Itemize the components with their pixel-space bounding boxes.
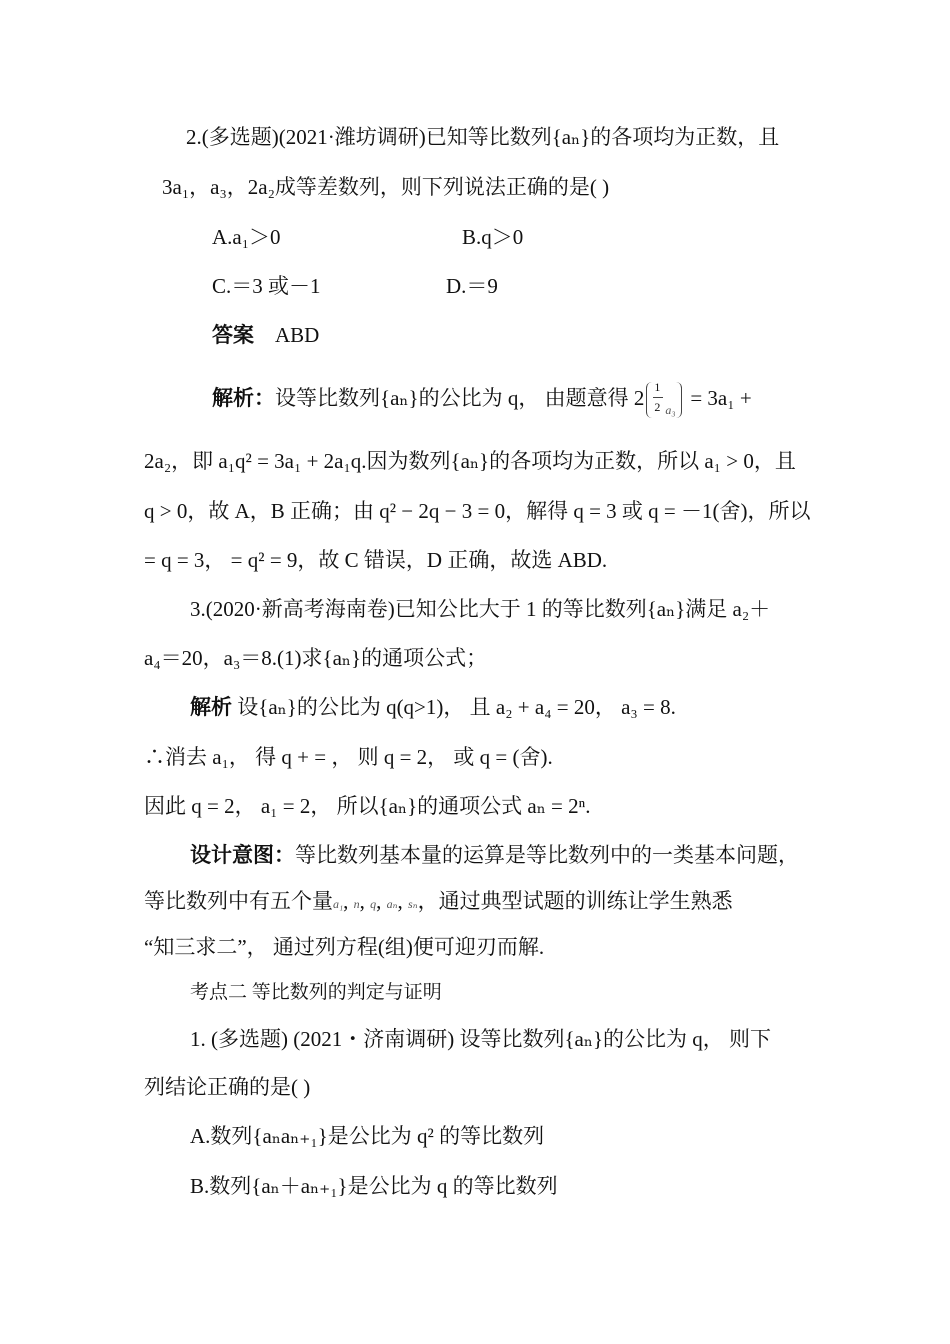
fraction-expression [644,380,684,420]
q3-analysis-text: 设{aₙ}的公比为 q(q>1)， 且 a₂ + a₄ = 20， a₃ = 8. [232,695,676,719]
q3-analysis-line1 [190,692,676,722]
q2-analysis-line2: 2a₂，即 a₁q² = 3a₁ + 2a₁q.因为数列{aₙ}的各项均为正数，所以 a₁ > 0，且 [144,449,796,473]
q2-line1: 2.(多选题)(2021·潍坊调研)已知等比数列{aₙ}的各项均为正数，且 [186,125,780,149]
q3-analysis-line2: ∴消去 a₁， 得 q + = ， 则 q = 2， 或 q = (舍). [144,745,553,769]
var-q: q [370,897,377,911]
q2-answer [212,320,319,350]
q2-option-b: B.q＞0 [462,225,524,249]
analysis-label: 解析： [212,386,275,410]
design-line1 [190,840,799,870]
q2-option-d: D.＝9 [446,274,498,298]
q1b-option-b: B.数列{aₙ＋aₙ₊₁}是公比为 q 的等比数列 [190,1174,558,1198]
q2-analysis-line3: q > 0，故 A，B 正确；由 q² − 2q − 3 = 0，解得 q = 3 或 q = －1(舍)，所以 [144,499,811,523]
design-line2: 等比数列中有五个量a₁, n, q, aₙ, sₙ，通过典型试题的训练让学生熟悉 [144,889,733,913]
fraction-denominator: 2 [654,400,661,415]
section-title: 考点二 等比数列的判定与证明 [190,982,442,1003]
var-an: aₙ [386,897,398,911]
fraction-numerator: 1 [654,380,661,395]
analysis-text-tail: = 3a₁ + [690,386,752,410]
analysis-text: 设等比数列{aₙ}的公比为 q， 由题意得 2 [275,386,645,410]
q2-option-c: C.＝3 或－1 [212,274,321,298]
q1b-line2: 列结论正确的是( ) [144,1075,311,1099]
design-text-b: ，通过典型试题的训练让学生熟悉 [417,889,733,913]
var-n: n [353,897,360,911]
q2-line2: 3a₁，a₃，2a₂成等差数列，则下列说法正确的是( ) [162,175,610,199]
fraction-variable: a₃ [665,403,676,418]
design-line3: “知三求二”， 通过列方程(组)便可迎刃而解. [144,935,545,959]
design-label: 设计意图： [190,843,295,867]
q3-analysis-label: 解析 [190,695,232,719]
q1b-line1: 1. (多选题) (2021・济南调研) 设等比数列{aₙ}的公比为 q， 则下 [190,1027,772,1051]
q1b-option-a: A.数列{aₙaₙ₊₁}是公比为 q² 的等比数列 [190,1124,545,1148]
q3-analysis-line3: 因此 q = 2， a₁ = 2， 所以{aₙ}的通项公式 aₙ = 2ⁿ. [144,794,591,818]
answer-value: ABD [275,323,320,347]
answer-label: 答案 [212,323,254,347]
var-sn: sₙ [408,897,418,911]
var-a1: a₁ [333,897,344,911]
q2-analysis-line4: = q = 3， = q² = 9，故 C 错误，D 正确，故选 ABD. [144,548,608,572]
design-text: 等比数列基本量的运算是等比数列中的一类基本问题， [295,843,799,867]
q3-line2: a₄＝20，a₃＝8.(1)求{aₙ}的通项公式； [144,646,488,670]
q2-option-a: A.a₁＞0 [212,225,281,249]
q2-analysis-line1 [212,378,752,420]
design-text-a: 等比数列中有五个量 [144,889,333,913]
q3-line1: 3.(2020·新高考海南卷)已知公比大于 1 的等比数列{aₙ}满足 a₂＋ [190,597,771,621]
